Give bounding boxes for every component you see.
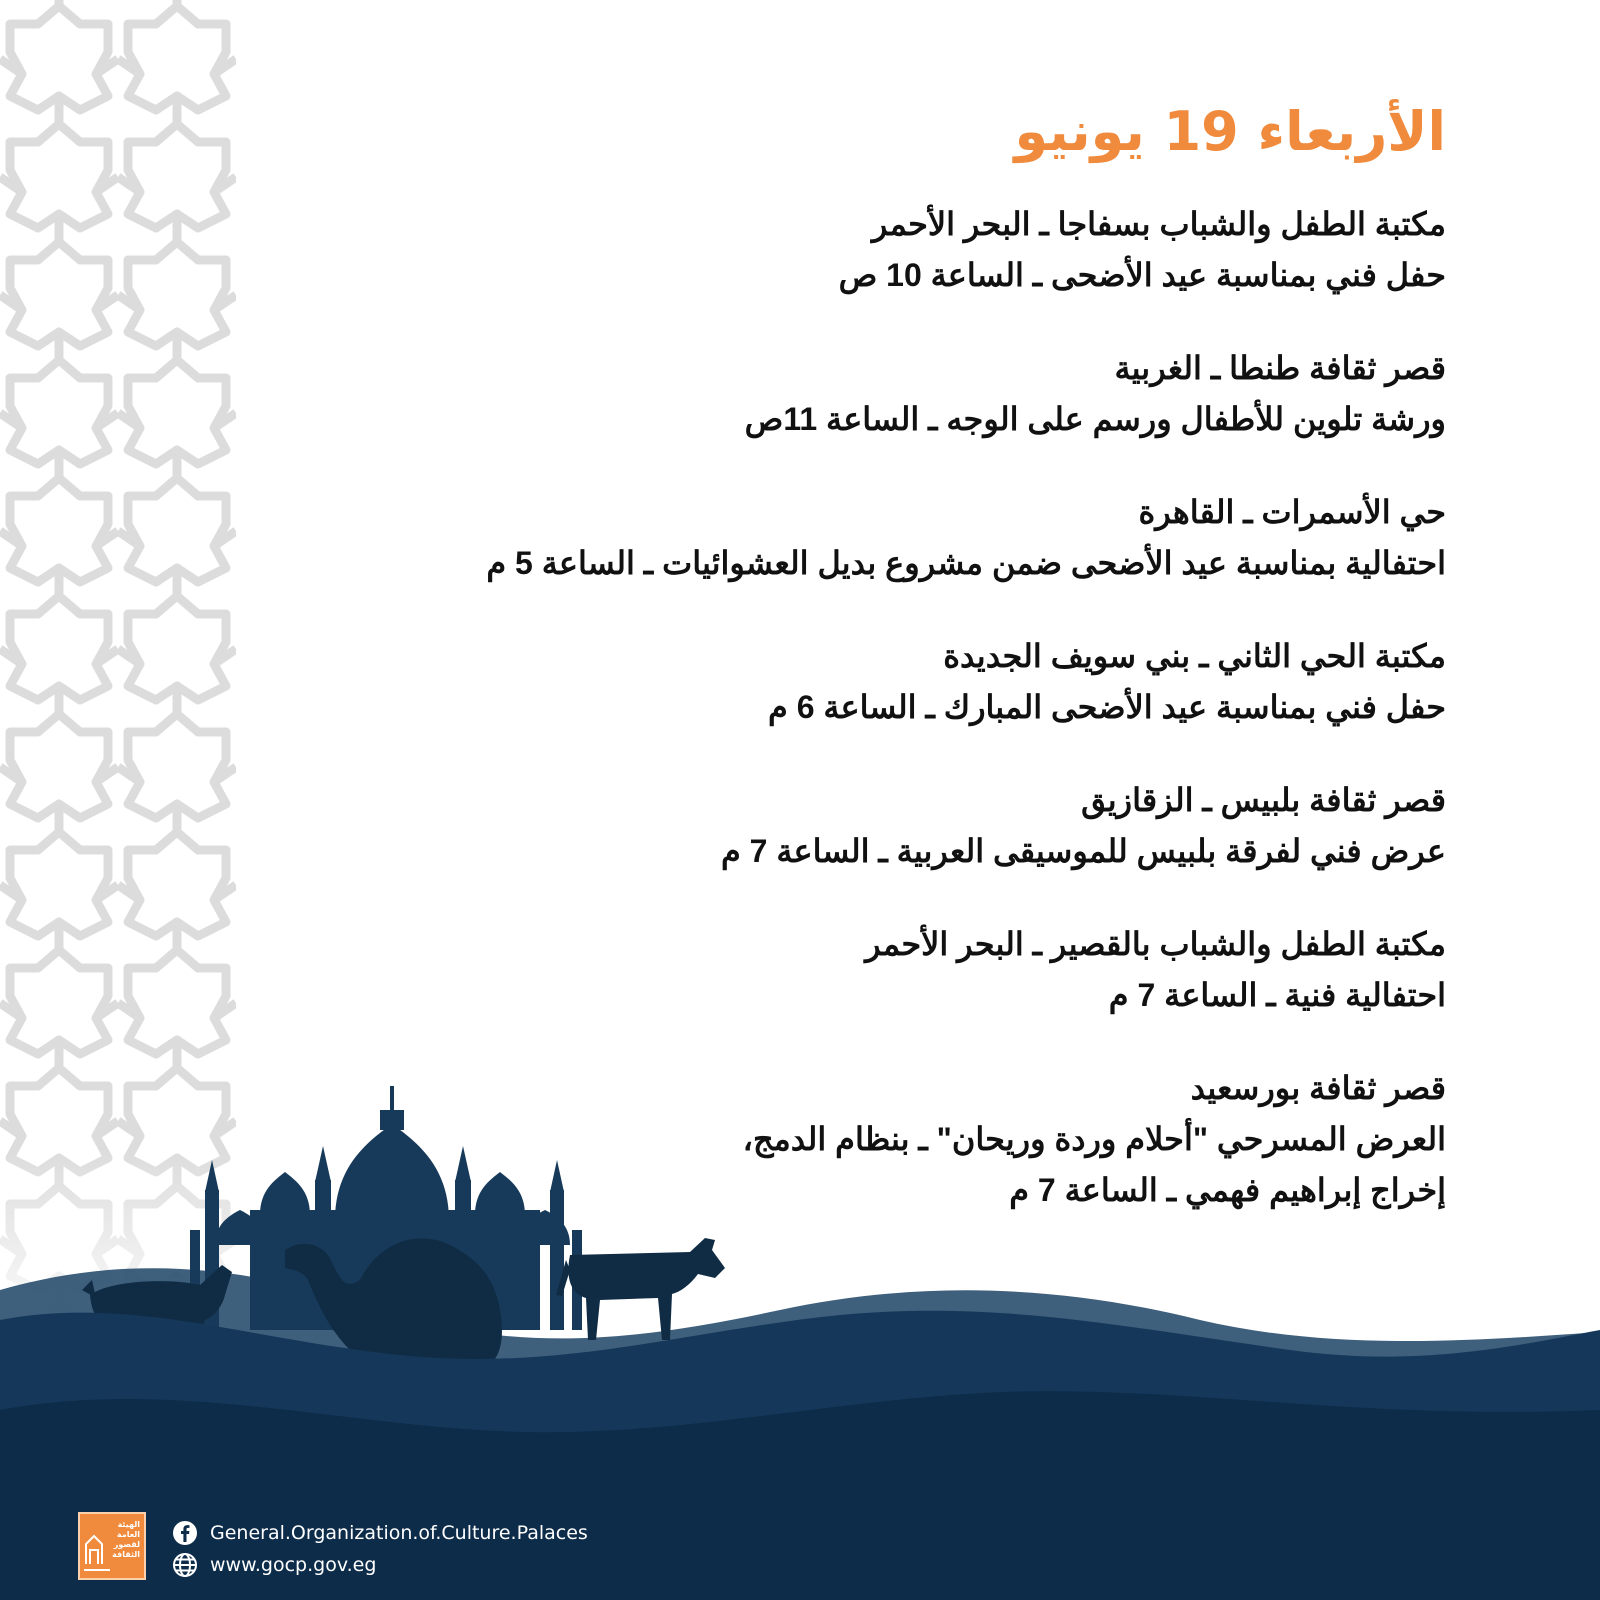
event-venue: قصر ثقافة بورسعيد <box>1190 1069 1446 1106</box>
event-venue: قصر ثقافة طنطا ـ الغربية <box>1114 349 1446 386</box>
event-venue: مكتبة الطفل والشباب بسفاجا ـ البحر الأحمر <box>871 205 1446 242</box>
event-details: ورشة تلوين للأطفال ورسم على الوجه ـ الساعة 11ص <box>744 400 1446 437</box>
event-item <box>246 631 1446 733</box>
gocp-logo <box>78 1512 146 1580</box>
event-details: حفل فني بمناسبة عيد الأضحى المبارك ـ الساعة 6 م <box>767 688 1446 725</box>
event-details: عرض فني لفرقة بلبيس للموسيقى العربية ـ الساعة 7 م <box>720 832 1446 869</box>
website-link[interactable] <box>172 1552 376 1578</box>
event-item <box>246 919 1446 1021</box>
facebook-handle: General.Organization.of.Culture.Palaces <box>210 1522 588 1544</box>
event-item <box>246 1063 1446 1216</box>
event-venue: مكتبة الطفل والشباب بالقصير ـ البحر الأحمر <box>865 925 1446 962</box>
facebook-link[interactable] <box>172 1520 588 1546</box>
logo-text: الهيئة العامة لقصور الثقافة <box>112 1520 140 1559</box>
website-url: www.gocp.gov.eg <box>210 1554 377 1576</box>
event-item <box>246 775 1446 877</box>
event-item <box>246 487 1446 589</box>
event-venue: مكتبة الحي الثاني ـ بني سويف الجديدة <box>943 637 1446 674</box>
event-details: إخراج إبراهيم فهمي ـ الساعة 7 م <box>1009 1171 1446 1208</box>
event-details: العرض المسرحي "أحلام وردة وريحان" ـ بنظام الدمج، <box>742 1120 1446 1157</box>
event-details: حفل فني بمناسبة عيد الأضحى ـ الساعة 10 ص <box>838 256 1446 293</box>
facebook-icon <box>172 1520 198 1546</box>
event-venue: حي الأسمرات ـ القاهرة <box>1138 493 1446 530</box>
date-title: الأربعاء 19 يونيو <box>1014 100 1446 163</box>
event-item <box>246 199 1446 301</box>
event-details: احتفالية فنية ـ الساعة 7 م <box>1108 976 1446 1013</box>
event-item <box>246 343 1446 445</box>
event-details: احتفالية بمناسبة عيد الأضحى ضمن مشروع بديل العشوائيات ـ الساعة 5 م <box>486 544 1446 581</box>
globe-icon <box>172 1552 198 1578</box>
event-venue: قصر ثقافة بلبيس ـ الزقازيق <box>1081 781 1446 818</box>
schedule-content <box>246 100 1446 1258</box>
